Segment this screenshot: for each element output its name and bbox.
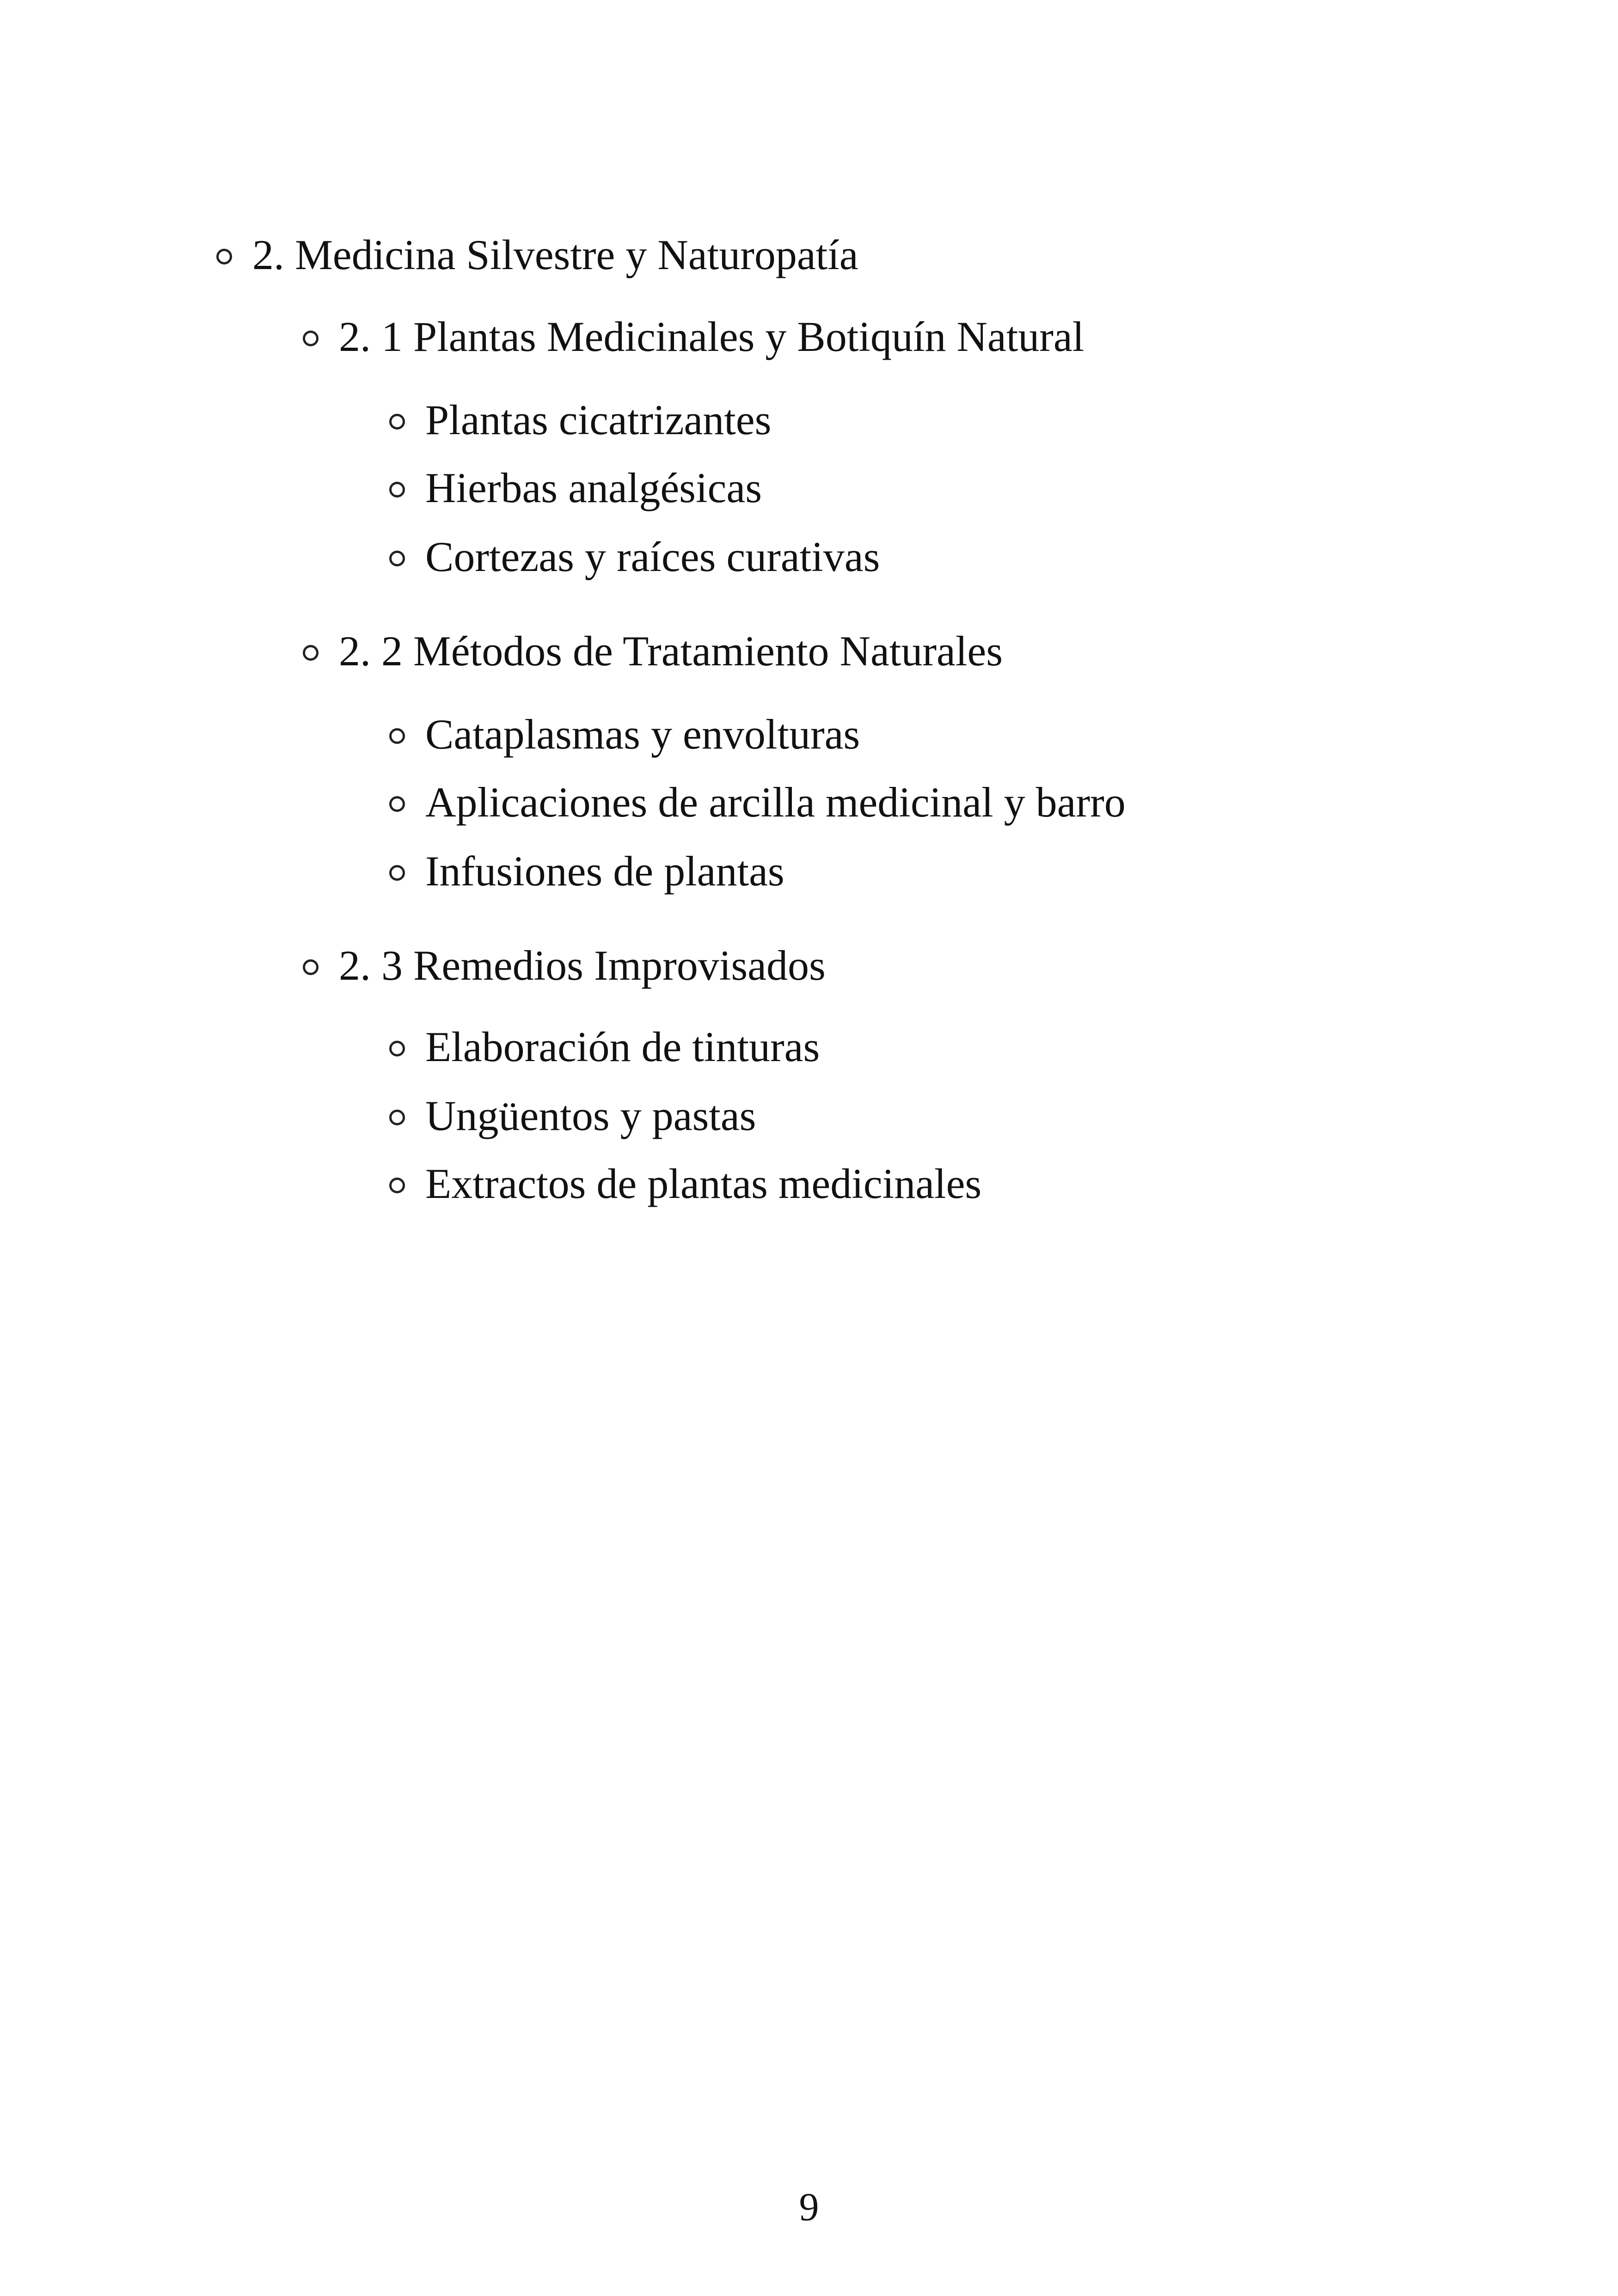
hollow-circle-bullet-icon: [389, 482, 405, 497]
outline-subsection-heading: [303, 315, 1084, 358]
outline-list-item: [389, 1094, 756, 1137]
outline-subsection-heading: [303, 627, 1003, 675]
hollow-circle-bullet-icon: [389, 414, 405, 430]
list-item-text: Infusiones de plantas: [425, 847, 784, 895]
list-item-text: Elaboración de tinturas: [425, 1023, 820, 1070]
subsection-title: 2. 3 Remedios Improvisados: [339, 942, 826, 989]
outline-list-item: [389, 1162, 981, 1205]
hollow-circle-bullet-icon: [216, 249, 232, 264]
hollow-circle-bullet-icon: [303, 959, 319, 975]
hollow-circle-bullet-icon: [389, 1110, 405, 1125]
list-item-text: Hierbas analgésicas: [425, 464, 762, 511]
subsection-title: 2. 1 Plantas Medicinales y Botiquín Natural: [339, 313, 1085, 360]
page-number: 9: [799, 2185, 819, 2229]
subsection-title: 2. 2 Métodos de Tratamiento Naturales: [339, 627, 1003, 675]
outline-list-item: [389, 1025, 820, 1068]
hollow-circle-bullet-icon: [303, 331, 319, 346]
outline-list-item: [389, 396, 772, 443]
outline-list-item: [389, 535, 880, 578]
list-item-text: Ungüentos y pastas: [425, 1092, 756, 1139]
outline-section-heading: [216, 233, 858, 276]
outline-list-item: [389, 779, 1126, 826]
list-item-text: Cataplasmas y envolturas: [425, 711, 860, 758]
outline-subsection-heading: [303, 944, 826, 987]
hollow-circle-bullet-icon: [389, 551, 405, 566]
hollow-circle-bullet-icon: [389, 728, 405, 744]
hollow-circle-bullet-icon: [389, 796, 405, 812]
section-title: 2. Medicina Silvestre y Naturopatía: [252, 231, 858, 278]
list-item-text: Aplicaciones de arcilla medicinal y barro: [425, 779, 1126, 826]
list-item-text: Extractos de plantas medicinales: [425, 1160, 982, 1207]
list-item-text: Plantas cicatrizantes: [425, 396, 772, 443]
outline-list-item: [389, 464, 762, 511]
hollow-circle-bullet-icon: [389, 1178, 405, 1193]
hollow-circle-bullet-icon: [303, 645, 319, 661]
hollow-circle-bullet-icon: [389, 1041, 405, 1056]
hollow-circle-bullet-icon: [389, 865, 405, 881]
outline-list-item: [389, 711, 860, 758]
list-item-text: Cortezas y raíces curativas: [425, 533, 880, 580]
outline-list-item: [389, 847, 784, 895]
